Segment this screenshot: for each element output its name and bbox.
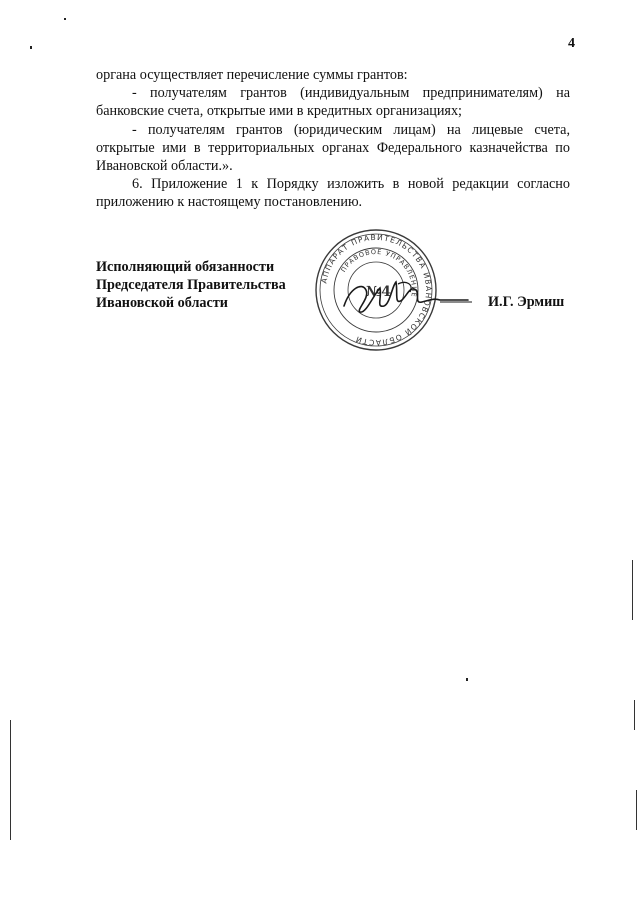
scan-speck xyxy=(30,46,32,49)
paragraph-legal-entities: - получателям грантов (юридическим лицам) на лицевые счета, открытые ими в территориальных органах Федерального казначейства по Ивановской области.». xyxy=(96,121,570,175)
document-body xyxy=(96,66,570,212)
scan-edge-line xyxy=(632,560,633,620)
signatory-position xyxy=(96,258,286,312)
stamp-inner-text: ПРАВОВОЕ УПРАВЛЕНИЕ xyxy=(339,247,419,299)
stamp-center-text: №4 xyxy=(366,284,391,300)
handwritten-signature-icon xyxy=(336,276,476,320)
page-number: 4 xyxy=(568,36,575,51)
scan-speck xyxy=(466,678,468,681)
signatory-position-line: Председателя Правительства xyxy=(96,277,286,293)
paragraph-appendix-change: 6. Приложение 1 к Порядку изложить в новой редакции согласно приложению к настоящему постановлению. xyxy=(96,176,570,211)
scan-edge-line xyxy=(634,700,635,730)
signatory-name: И.Г. Эрмиш xyxy=(488,294,565,310)
scan-edge-line xyxy=(636,790,637,830)
scan-edge-line xyxy=(10,720,11,840)
signatory-position-line: Исполняющий обязанности xyxy=(96,259,275,275)
stamp-outer-text: АППАРАТ ПРАВИТЕЛЬСТВА ИВАНОВСКОЙ ОБЛАСТИ xyxy=(319,232,434,348)
signatory-position-line: Ивановской области xyxy=(96,295,228,311)
scan-speck xyxy=(64,18,66,20)
paragraph-intro: органа осуществляет перечисление суммы грантов: xyxy=(96,67,408,83)
paragraph-individual-entrepreneurs: - получателям грантов (индивидуальным предпринимателям) на банковские счета, открытые ими в кредитных организациях; xyxy=(96,85,570,120)
